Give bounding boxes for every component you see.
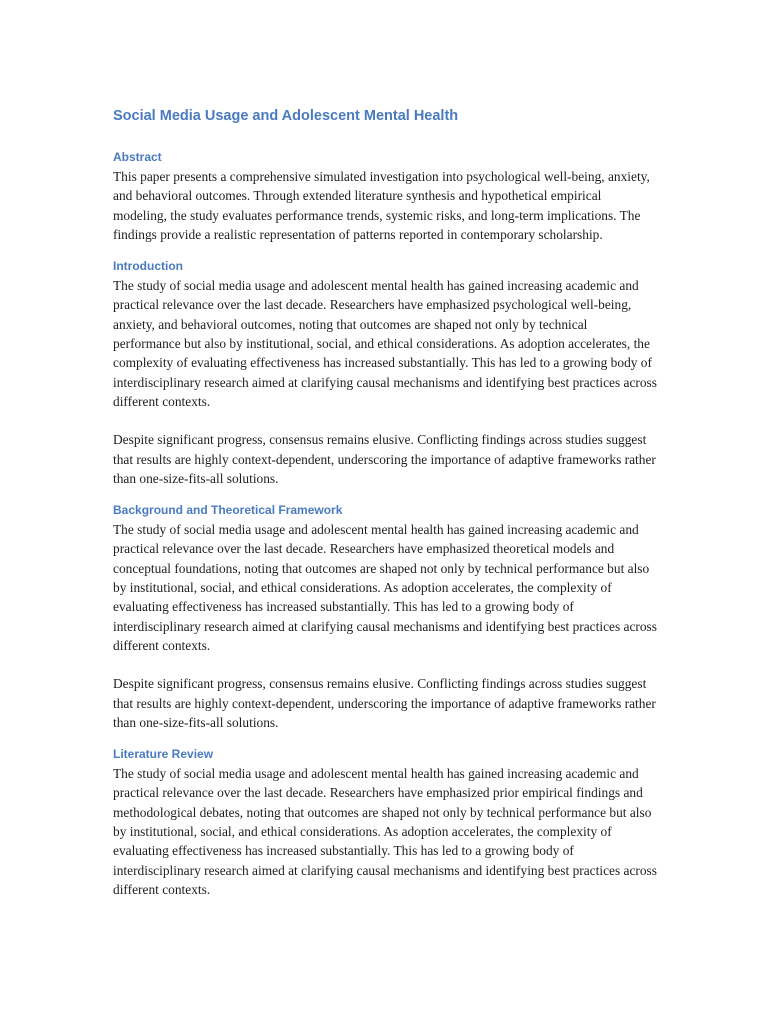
section-paragraph: The study of social media usage and adolescent mental health has gained increasing academic and practical relevance over the last decade. Researchers have emphasized theoretical models and conceptual foundations, noting that outcomes are shaped not only by technical performance but also by institutional, social, and ethical considerations. As adoption accelerates, the complexity of evaluating effectiveness has increased substantially. This has led to a growing body of interdisciplinary research aimed at clarifying causal mechanisms and identifying best practices across different contexts.	[113, 522, 657, 653]
document-page	[113, 104, 658, 899]
section-paragraph: The study of social media usage and adolescent mental health has gained increasing academic and practical relevance over the last decade. Researchers have emphasized prior empirical findings and methodological debates, noting that outcomes are shaped not only by technical performance but also by institutional, social, and ethical considerations. As adoption accelerates, the complexity of evaluating effectiveness has increased substantially. This has led to a growing body of interdisciplinary research aimed at clarifying causal mechanisms and identifying best practices across different contexts.	[113, 766, 657, 897]
section-abstract	[113, 148, 658, 244]
section-heading-abstract: Abstract	[113, 150, 162, 164]
section-heading-introduction: Introduction	[113, 259, 183, 274]
section-paragraph: The study of social media usage and adolescent mental health has gained increasing academic and practical relevance over the last decade. Researchers have emphasized psychological well-being, anxiety, and behavioral outcomes, noting that outcomes are shaped not only by technical performance but also by institutional, social, and ethical considerations. As adoption accelerates, the complexity of evaluating effectiveness has increased substantially. This has led to a growing body of interdisciplinary research aimed at clarifying causal mechanisms and identifying best practices across different contexts.	[113, 278, 657, 409]
section-heading-literature-review: Literature Review	[113, 747, 214, 762]
section-background	[113, 501, 658, 732]
section-paragraph: Despite significant progress, consensus remains elusive. Conflicting findings across studies suggest that results are highly context-dependent, underscoring the importance of adaptive frameworks rather than one-size-fits-all solutions.	[113, 676, 656, 730]
section-paragraph: This paper presents a comprehensive simulated investigation into psychological well-being, anxiety, and behavioral outcomes. Through extended literature synthesis and hypothetical empirical modeling, the study evaluates performance trends, systemic risks, and long-term implications. The findings provide a realistic representation of patterns reported in contemporary scholarship.	[113, 169, 650, 242]
section-paragraph: Despite significant progress, consensus remains elusive. Conflicting findings across studies suggest that results are highly context-dependent, underscoring the importance of adaptive frameworks rather than one-size-fits-all solutions.	[113, 432, 656, 486]
document-title: Social Media Usage and Adolescent Mental Health	[113, 108, 459, 124]
section-literature-review	[113, 745, 658, 899]
section-introduction	[113, 257, 658, 488]
section-heading-background: Background and Theoretical Framework	[113, 503, 343, 518]
